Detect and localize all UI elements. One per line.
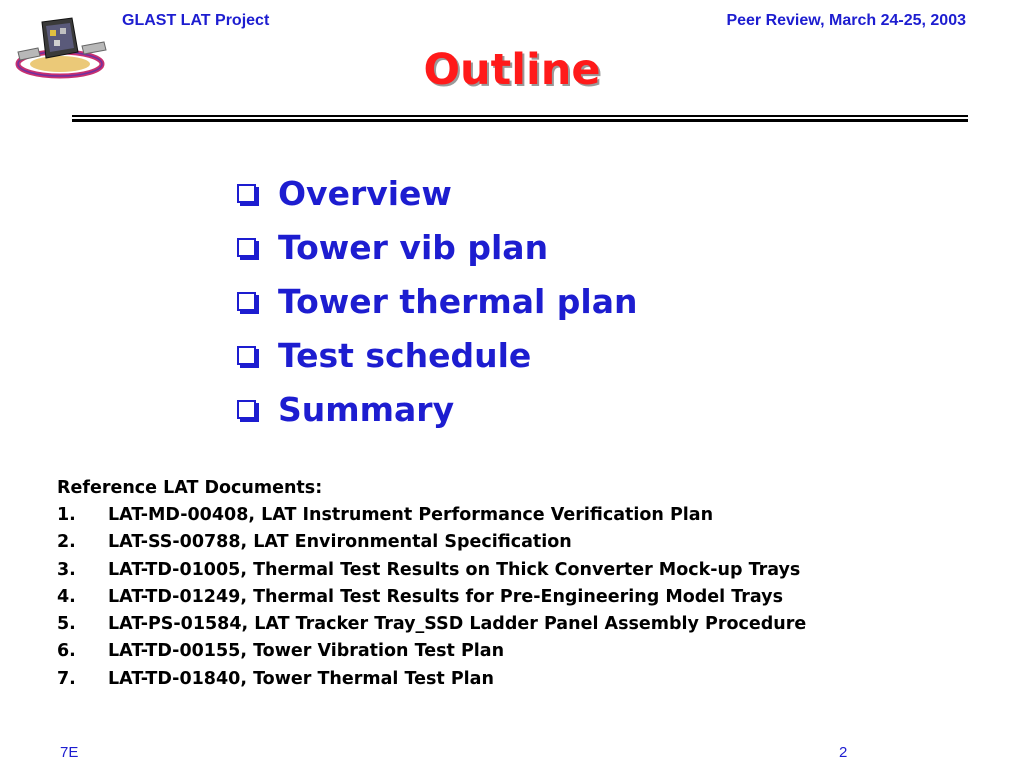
checkbox-bullet-icon bbox=[237, 184, 256, 203]
reference-text: LAT-TD-00155, Tower Vibration Test Plan bbox=[108, 641, 505, 662]
outline-item bbox=[237, 220, 638, 274]
reference-number: 7. bbox=[57, 668, 76, 689]
reference-number: 2. bbox=[57, 532, 76, 553]
header-project-name: GLAST LAT Project bbox=[122, 12, 270, 29]
title-divider-thick bbox=[72, 119, 968, 122]
reference-item bbox=[57, 529, 806, 556]
reference-number: 6. bbox=[57, 641, 76, 662]
page-number: 2 bbox=[839, 744, 848, 761]
reference-text: LAT-TD-01249, Thermal Test Results for Pre-Engineering Model Trays bbox=[108, 586, 783, 607]
reference-item bbox=[57, 584, 806, 611]
reference-section bbox=[57, 475, 806, 693]
reference-text: LAT-MD-00408, LAT Instrument Performance Verification Plan bbox=[108, 505, 714, 525]
outline-list bbox=[237, 166, 638, 436]
reference-number: 4. bbox=[57, 586, 76, 607]
reference-text: LAT-TD-01840, Tower Thermal Test Plan bbox=[108, 668, 494, 689]
reference-item bbox=[57, 557, 806, 584]
reference-text: LAT-PS-01584, LAT Tracker Tray_SSD Ladder Panel Assembly Procedure bbox=[108, 614, 807, 635]
outline-item-label: Overview bbox=[278, 173, 452, 213]
footer-section-code: 7E bbox=[60, 744, 79, 761]
outline-item-label: Tower vib plan bbox=[278, 227, 549, 267]
outline-item bbox=[237, 166, 638, 220]
header-review-date: Peer Review, March 24-25, 2003 bbox=[726, 12, 966, 29]
checkbox-bullet-icon bbox=[237, 292, 256, 311]
checkbox-bullet-icon bbox=[237, 346, 256, 365]
reference-number: 3. bbox=[57, 559, 76, 580]
reference-item bbox=[57, 638, 806, 665]
outline-item bbox=[237, 328, 638, 382]
reference-number: 5. bbox=[57, 614, 76, 635]
reference-text: LAT-TD-01005, Thermal Test Results on Thick Converter Mock-up Trays bbox=[108, 559, 801, 580]
reference-list bbox=[57, 502, 806, 693]
outline-item-label: Test schedule bbox=[278, 335, 532, 375]
reference-text: LAT-SS-00788, LAT Environmental Specification bbox=[108, 532, 572, 553]
checkbox-bullet-icon bbox=[237, 400, 256, 419]
reference-item bbox=[57, 666, 806, 693]
outline-item bbox=[237, 382, 638, 436]
title-divider-thin bbox=[72, 115, 968, 117]
reference-item bbox=[57, 502, 806, 529]
reference-heading: Reference LAT Documents: bbox=[57, 478, 323, 498]
checkbox-bullet-icon bbox=[237, 238, 256, 257]
outline-item bbox=[237, 274, 638, 328]
outline-item-label: Summary bbox=[278, 389, 455, 429]
reference-number: 1. bbox=[57, 505, 76, 525]
slide-title: Outline bbox=[423, 45, 601, 95]
reference-item bbox=[57, 611, 806, 638]
outline-item-label: Tower thermal plan bbox=[278, 281, 638, 321]
